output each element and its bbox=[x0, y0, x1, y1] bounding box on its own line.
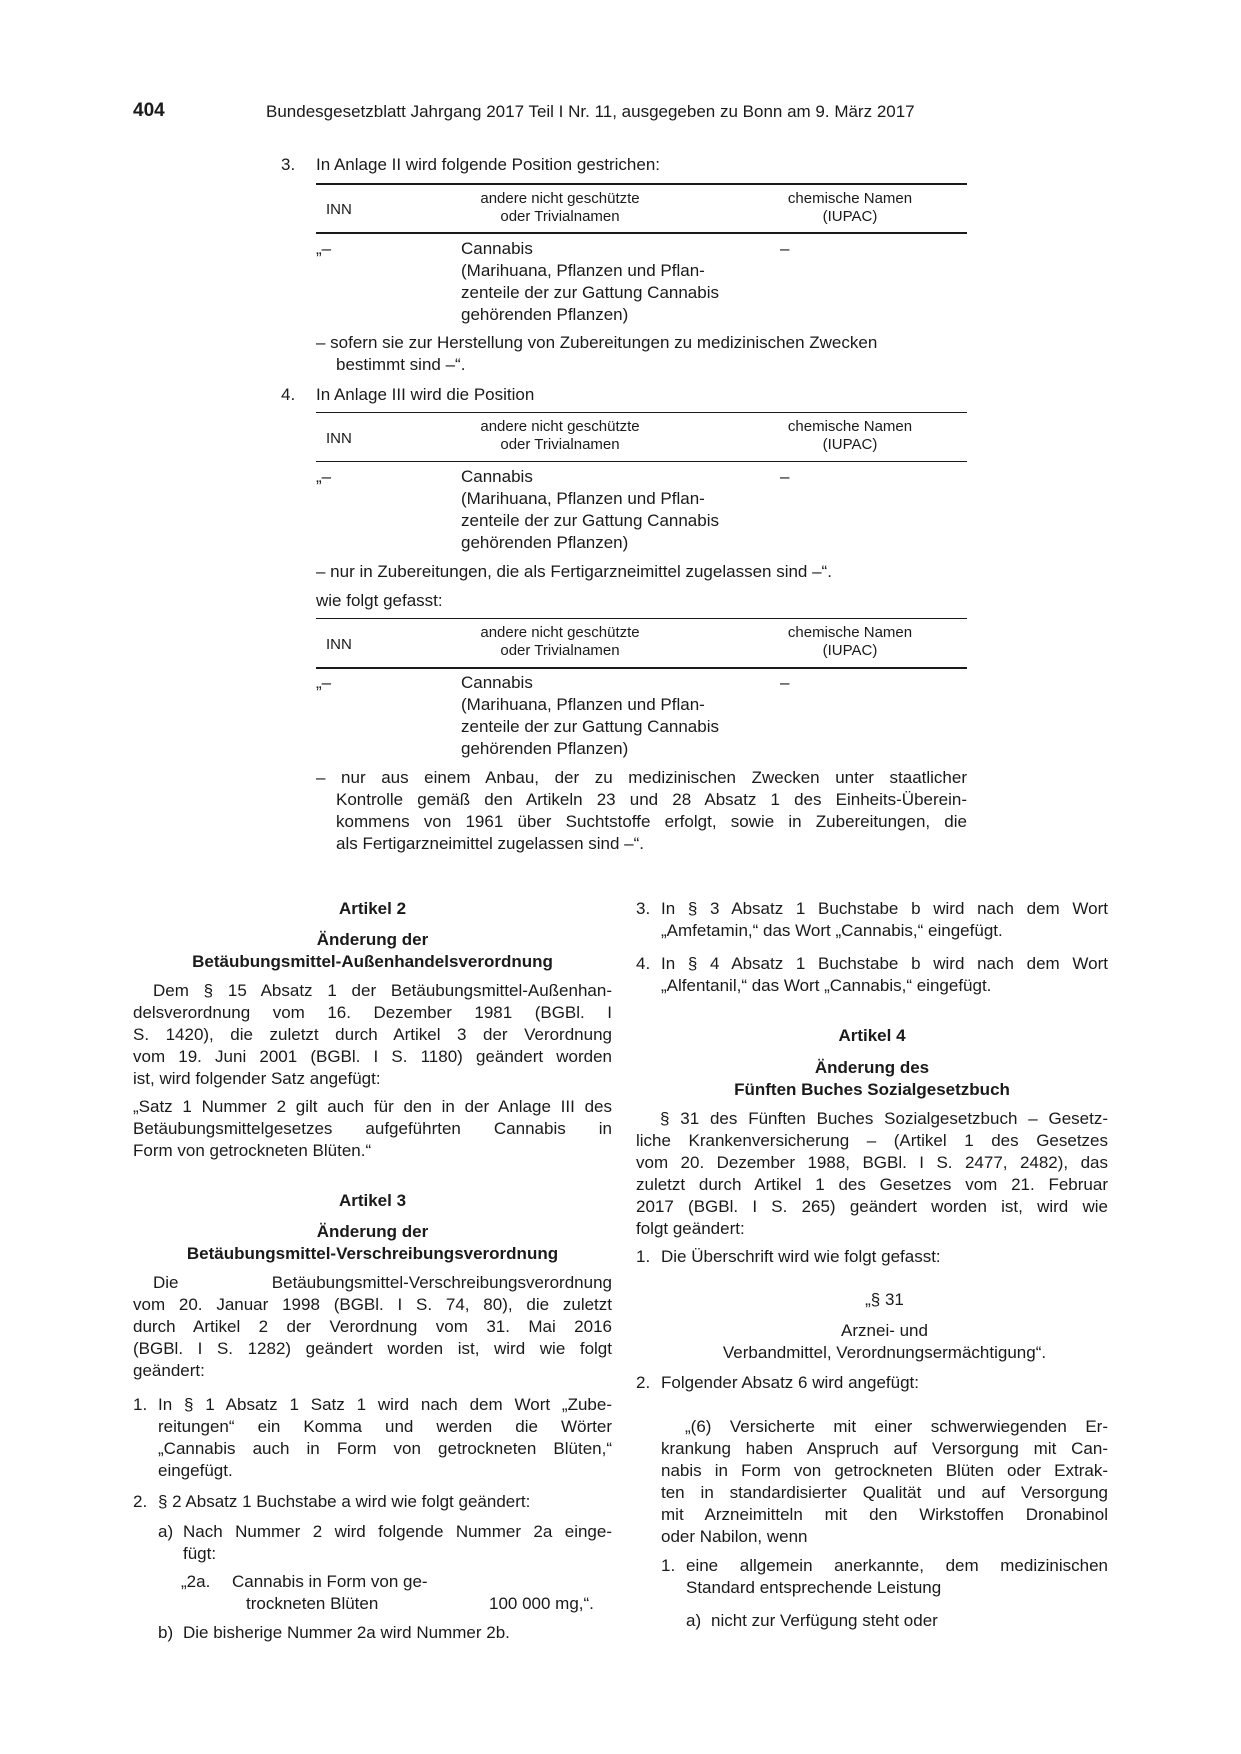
art3-item-3-text: In § 3 Absatz 1 Buchstabe b wird nach dem Wort „Amfetamin,“ das Wort „Cannabis,“ eingefügt. bbox=[661, 899, 1108, 940]
table-3-header-rule bbox=[316, 667, 967, 669]
table-3-header-chemical-names: chemische Namen (IUPAC) bbox=[787, 624, 913, 659]
art3-quote-number: „2a. bbox=[181, 1572, 211, 1591]
page-number: 404 bbox=[133, 100, 165, 121]
table-2-row-inn: „– bbox=[316, 467, 332, 486]
absatz-6-item-1-text: eine allgemein anerkannte, dem medizinischen Standard entsprechende Leistung bbox=[686, 1556, 1108, 1597]
art2-heading: Änderung der Betäubungsmittel-Außenhandelsverordnung bbox=[192, 930, 553, 971]
art3-quote-amount: 100 000 mg,“. bbox=[489, 1594, 594, 1613]
art4-paragraph: § 31 des Fünften Buches Sozialgesetzbuch – Gesetz- liche Krankenversicherung – (Artikel 1 des Gesetzes vom 20. Dezember 1988, BGBl. I S. 2477, 2482), das zuletzt durch Artikel 1 des Gesetzes vom 21. Februar 2017 (BGBl. I S. 265) geändert worden ist, wird wie folgt geändert: bbox=[636, 1109, 1108, 1238]
section-number: „§ 31 bbox=[865, 1290, 904, 1309]
art3-item-2a-text: Nach Nummer 2 wird folgende Nummer 2a einge- fügt: bbox=[183, 1522, 612, 1563]
art3-quote-line-2: trockneten Blüten bbox=[246, 1594, 379, 1613]
art3-item-2b-label: b) bbox=[158, 1623, 174, 1642]
art3-item-2-number: 2. bbox=[133, 1492, 148, 1511]
art3-item-2b-text: Die bisherige Nummer 2a wird Nummer 2b. bbox=[183, 1623, 510, 1642]
table-2-row-name: Cannabis (Marihuana, Pflanzen und Pflan- zenteile der zur Gattung Cannabis gehörenden Pflanzen) bbox=[461, 467, 719, 552]
table-1-row-chemical: – bbox=[780, 239, 790, 258]
art2-quote: „Satz 1 Nummer 2 gilt auch für den in der Anlage III des Betäubungsmittelgesetzes aufgeführten Cannabis in Form von getrockneten Blüten.“ bbox=[133, 1097, 612, 1160]
art3-title: Artikel 3 bbox=[338, 1191, 407, 1210]
table-3-row-inn: „– bbox=[316, 673, 332, 692]
wie-folgt-gefasst: wie folgt gefasst: bbox=[316, 591, 443, 610]
art4-item-1-number: 1. bbox=[636, 1247, 651, 1266]
art3-item-1-text: In § 1 Absatz 1 Satz 1 wird nach dem Wort „Zube- reitungen“ ein Komma und werden die Wörter „Cannabis auch in Form von getrockneten Blüten,“ eingefügt. bbox=[158, 1395, 612, 1480]
table-3-header-other-names: andere nicht geschützte oder Trivialnamen bbox=[480, 624, 640, 659]
table-2-header-rule bbox=[316, 461, 967, 462]
art3-item-4-text: In § 4 Absatz 1 Buchstabe b wird nach dem Wort „Alfentanil,“ das Wort „Cannabis,“ eingefügt. bbox=[661, 954, 1108, 995]
item-3-number: 3. bbox=[281, 155, 296, 174]
table-2-row-chemical: – bbox=[780, 467, 790, 486]
art3-heading: Änderung der Betäubungsmittel-Verschreibungsverordnung bbox=[186, 1222, 559, 1263]
art3-paragraph: Die Betäubungsmittel-Verschreibungsverordnung vom 20. Januar 1998 (BGBl. I S. 74, 80), die zuletzt durch Artikel 2 der Verordnung vom 31. Mai 2016 (BGBl. I S. 1282) geändert worden ist, wird wie folgt geändert: bbox=[133, 1273, 612, 1380]
art3-quote-line-1: Cannabis in Form von ge- bbox=[232, 1572, 428, 1591]
table-1-top-rule bbox=[316, 183, 967, 185]
art4-item-2-number: 2. bbox=[636, 1373, 651, 1392]
table-1-header-other-names: andere nicht geschützte oder Trivialnamen bbox=[480, 190, 640, 225]
art4-item-1-text: Die Überschrift wird wie folgt gefasst: bbox=[661, 1247, 941, 1266]
table-3-row-chemical: – bbox=[780, 673, 790, 692]
absatz-6-item-1-number: 1. bbox=[661, 1556, 676, 1575]
table-1-header-inn: INN bbox=[326, 201, 352, 218]
art3-item-2a-label: a) bbox=[158, 1522, 174, 1541]
item-3-text: In Anlage II wird folgende Position gestrichen: bbox=[316, 155, 660, 174]
table-2-header-chemical-names: chemische Namen (IUPAC) bbox=[787, 418, 913, 453]
art2-title: Artikel 2 bbox=[338, 899, 407, 918]
art4-heading: Änderung des Fünften Buches Sozialgesetzbuch bbox=[734, 1058, 1010, 1099]
item-3-note: – sofern sie zur Herstellung von Zubereitungen zu medizinischen Zwecken bestimmt sind –“. bbox=[316, 333, 878, 374]
section-title: Arznei- und Verbandmittel, Verordnungsermächtigung“. bbox=[722, 1321, 1047, 1362]
table-3-row-name: Cannabis (Marihuana, Pflanzen und Pflan- zenteile der zur Gattung Cannabis gehörenden Pflanzen) bbox=[461, 673, 719, 758]
art3-item-1-number: 1. bbox=[133, 1395, 148, 1414]
item-4-note-2: – nur aus einem Anbau, der zu medizinischen Zwecken unter staatlicher Kontrolle gemäß den Artikeln 23 und 28 Absatz 1 des Einheits-Überein- kommens von 1961 über Suchtstoffe erfolgt, sowie in Zubereitungen, die als Fertigarzneimittel zugelassen sind –“. bbox=[316, 768, 967, 853]
table-1-header-rule bbox=[316, 232, 967, 234]
table-1-row-inn: „– bbox=[316, 239, 332, 258]
table-1-row-name: Cannabis (Marihuana, Pflanzen und Pflan- zenteile der zur Gattung Cannabis gehörenden Pflanzen) bbox=[461, 239, 719, 324]
art3-item-2-text: § 2 Absatz 1 Buchstabe a wird wie folgt geändert: bbox=[158, 1492, 531, 1511]
item-4-text: In Anlage III wird die Position bbox=[316, 385, 535, 404]
table-3-top-rule bbox=[316, 618, 967, 619]
table-1-header-chemical-names: chemische Namen (IUPAC) bbox=[787, 190, 913, 225]
running-header: Bundesgesetzblatt Jahrgang 2017 Teil I Nr. 11, ausgegeben zu Bonn am 9. März 2017 bbox=[266, 102, 915, 121]
art3-item-3-number: 3. bbox=[636, 899, 651, 918]
art4-item-2-text: Folgender Absatz 6 wird angefügt: bbox=[661, 1373, 919, 1392]
absatz-6-text: „(6) Versicherte mit einer schwerwiegenden Er- krankung haben Anspruch auf Versorgung mit Can- nabis in Form von getrockneten Blüten oder Extrak- ten in standardisierter Qualität und auf Versorgung mit Arzneimitteln mit den Wirkstoffen Dronabinol oder Nabilon, wenn bbox=[661, 1417, 1108, 1546]
item-4-number: 4. bbox=[281, 385, 296, 404]
table-2-header-other-names: andere nicht geschützte oder Trivialnamen bbox=[480, 418, 640, 453]
art3-item-4-number: 4. bbox=[636, 954, 651, 973]
absatz-6-item-1a-text: nicht zur Verfügung steht oder bbox=[711, 1611, 938, 1630]
table-2-top-rule bbox=[316, 412, 967, 413]
table-2-header-inn: INN bbox=[326, 430, 352, 447]
item-4-note-1: – nur in Zubereitungen, die als Fertigarzneimittel zugelassen sind –“. bbox=[316, 562, 832, 581]
table-3-header-inn: INN bbox=[326, 636, 352, 653]
absatz-6-item-1a-label: a) bbox=[686, 1611, 702, 1630]
art4-title: Artikel 4 bbox=[838, 1026, 906, 1045]
art2-paragraph: Dem § 15 Absatz 1 der Betäubungsmittel-Außenhan- delsverordnung vom 16. Dezember 1981 (BGBl. I S. 1420), die zuletzt durch Artikel 3 der Verordnung vom 19. Juni 2001 (BGBl. I S. 1180) geändert worden ist, wird folgender Satz angefügt: bbox=[133, 981, 612, 1088]
